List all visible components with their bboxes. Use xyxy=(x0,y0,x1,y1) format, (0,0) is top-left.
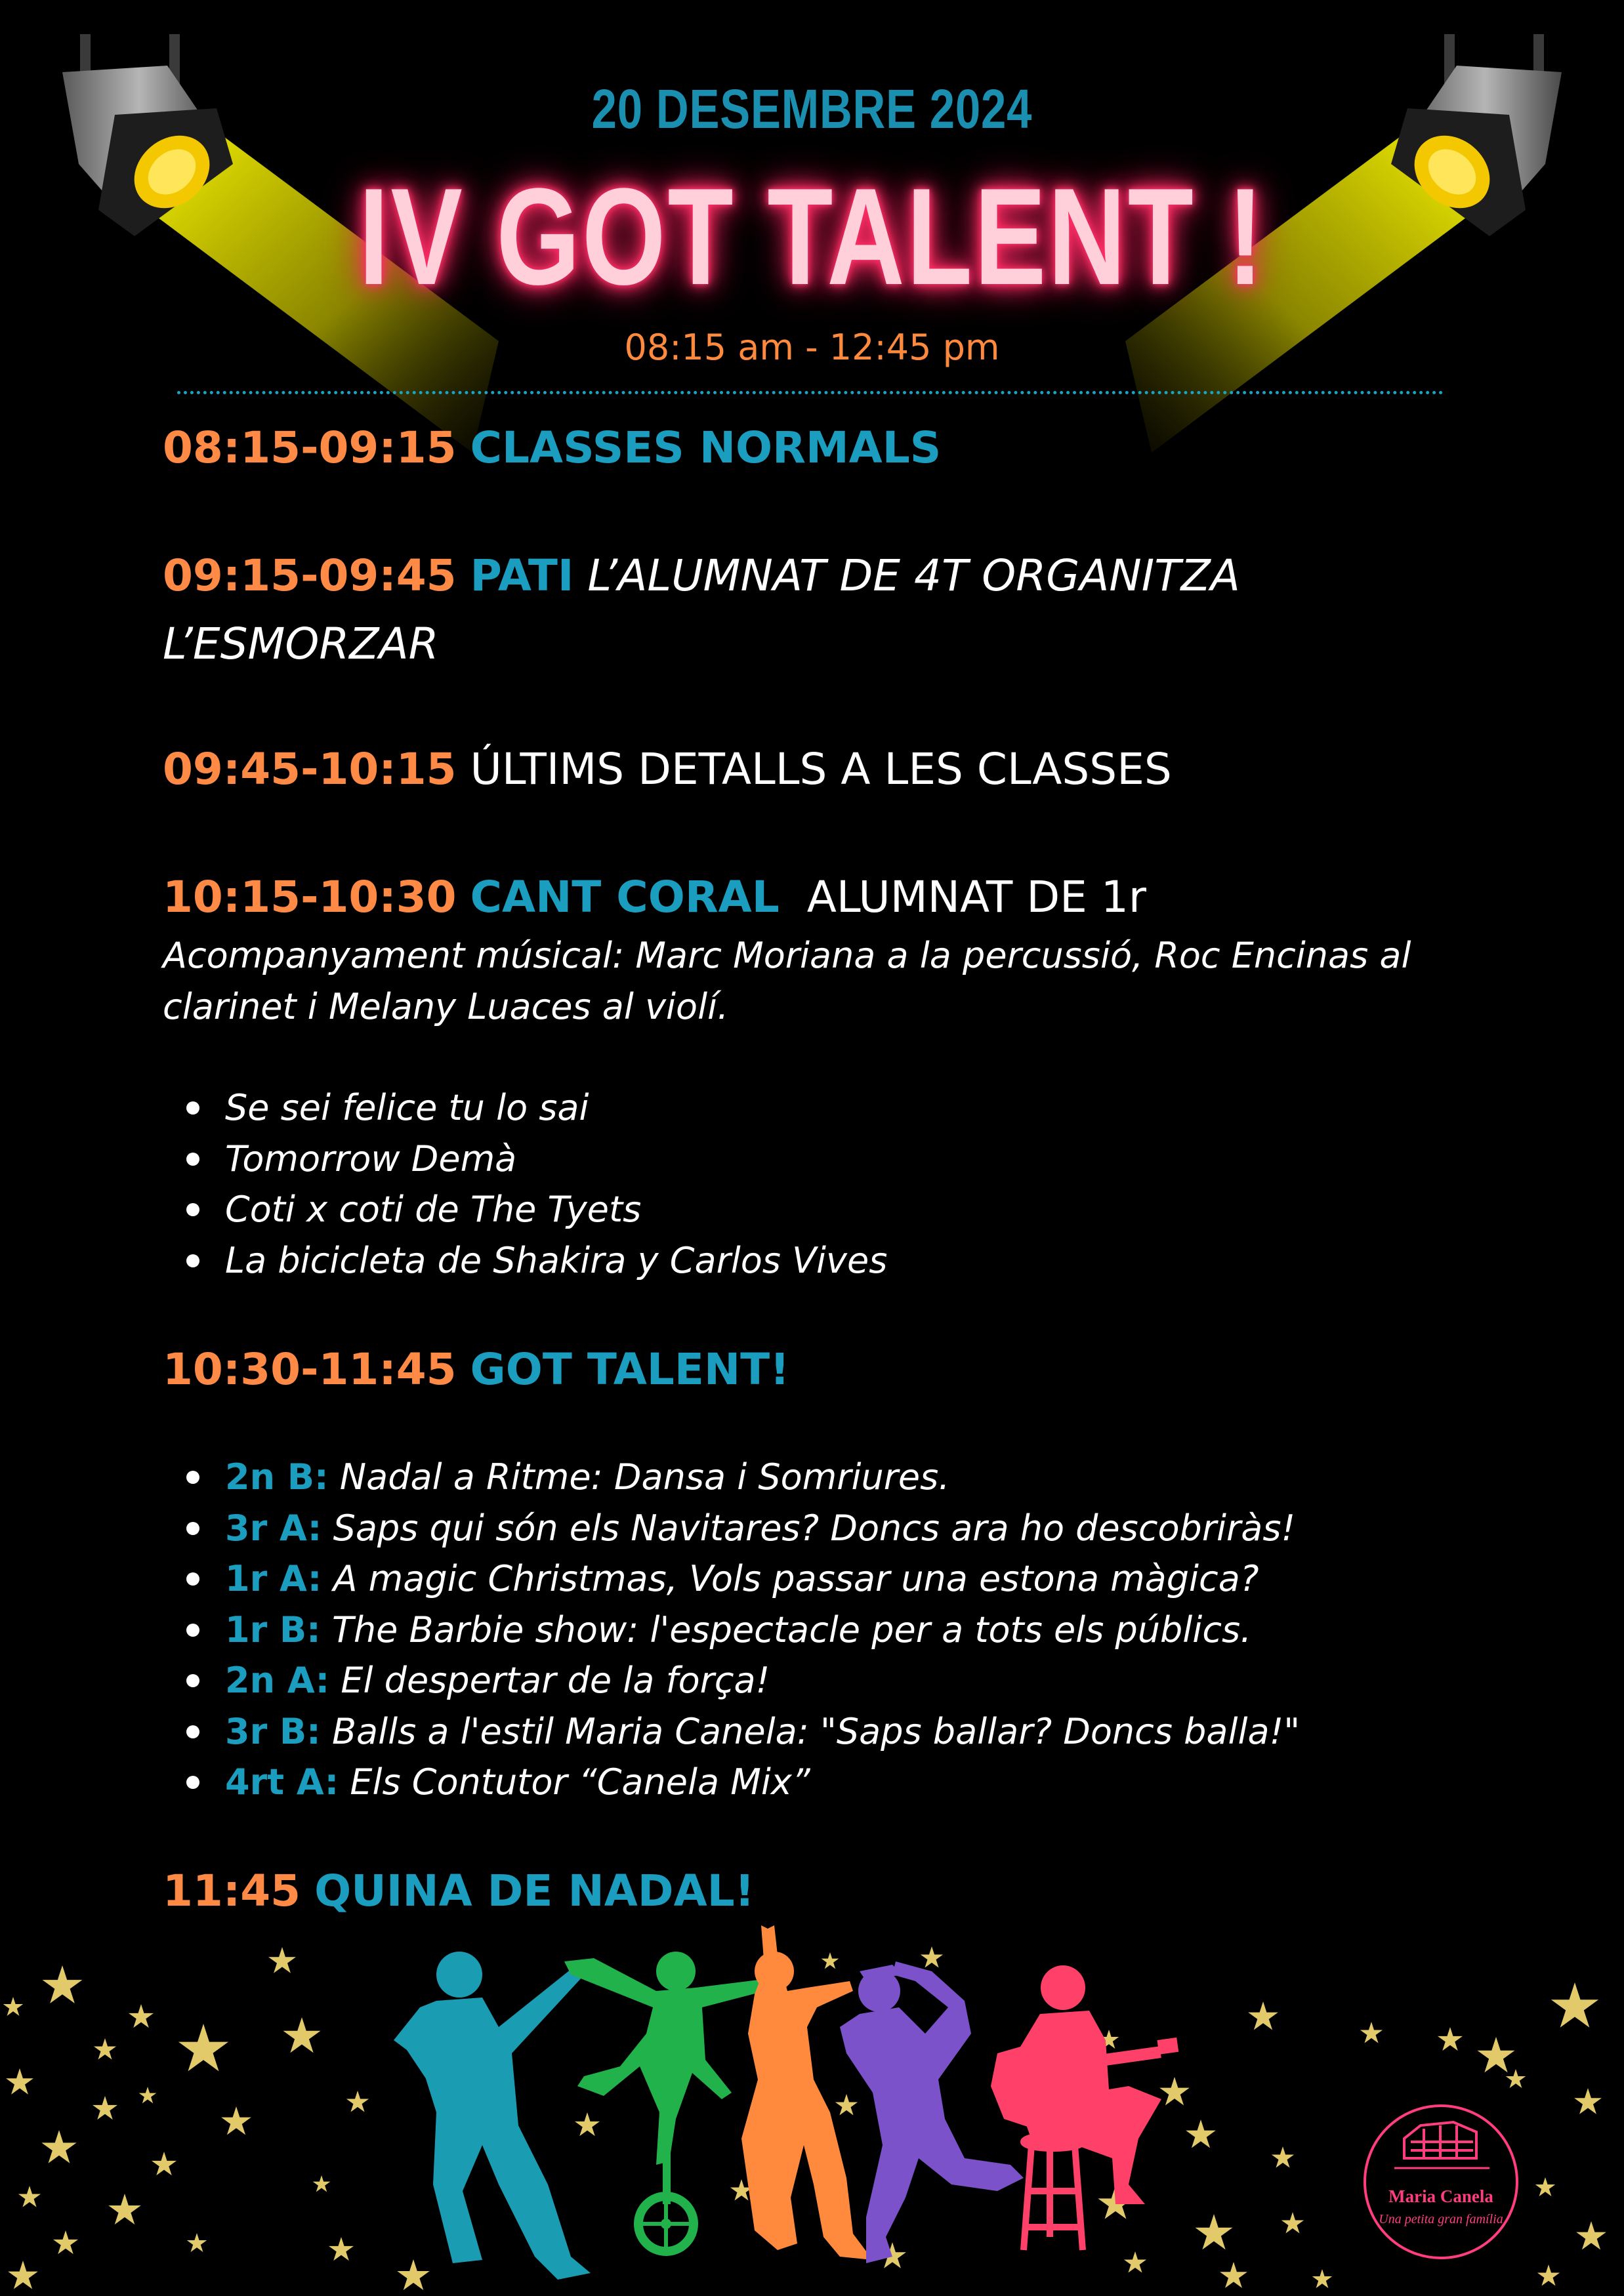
event-hours: 08:15 am - 12:45 pm xyxy=(624,327,1000,368)
star-icon xyxy=(879,2242,906,2268)
act-class: 2n B: xyxy=(225,1456,329,1498)
star-icon xyxy=(129,2004,154,2028)
star-icon xyxy=(221,2106,251,2135)
star-icon xyxy=(730,2179,753,2201)
schedule-item-details xyxy=(163,738,1508,801)
schedule-item-classes xyxy=(163,417,1508,480)
star-icon xyxy=(18,2186,41,2207)
list-item xyxy=(163,1134,1541,1185)
act-title: Els Contutor “Canela Mix” xyxy=(350,1761,810,1803)
schedule-activity: GOT TALENT! xyxy=(470,1344,790,1395)
star-icon xyxy=(139,2087,157,2103)
saxophone-silhouette-icon xyxy=(840,1961,1024,2263)
star-icon xyxy=(94,2038,116,2060)
list-item xyxy=(163,1706,1541,1757)
song-list xyxy=(163,1082,1541,1286)
star-icon xyxy=(93,2096,117,2120)
star-icon xyxy=(1195,2214,1232,2249)
list-item xyxy=(163,1082,1541,1134)
schedule-note: L’ALUMNAT DE 4T ORGANITZA xyxy=(587,550,1240,601)
list-item xyxy=(163,1235,1541,1286)
schedule-item-cant-coral xyxy=(163,866,1508,929)
act-title: Nadal a Ritme: Dansa i Somriures. xyxy=(339,1456,950,1498)
act-title: A magic Christmas, Vols passar una estona màgica? xyxy=(333,1558,1259,1599)
act-title: The Barbie show: l'espectacle per a tots els públics. xyxy=(331,1609,1252,1650)
star-icon xyxy=(397,2259,429,2290)
list-item xyxy=(163,1184,1541,1235)
act-class: 3r A: xyxy=(225,1507,322,1549)
act-title: Saps qui són els Navitares? Doncs ara ho descobriràs! xyxy=(333,1507,1296,1549)
star-icon xyxy=(108,2194,140,2224)
star-icon xyxy=(43,1965,83,2003)
star-icon xyxy=(1551,1982,1598,2028)
star-icon xyxy=(1099,2030,1119,2049)
schedule-activity: CANT CORAL xyxy=(470,872,780,922)
schedule-note: ÚLTIMS DETALLS A LES CLASSES xyxy=(470,744,1172,794)
schedule-note: L’ESMORZAR xyxy=(163,619,439,669)
star-icon xyxy=(1438,2027,1463,2051)
schedule-time: 09:15-09:45 xyxy=(163,550,457,601)
bullet-icon xyxy=(186,1674,199,1687)
star-icon xyxy=(1574,2088,1602,2114)
cant-coral-description-1: Acompanyament músical: Marc Moriana a la percussió, Roc Encinas al xyxy=(163,935,1411,976)
list-item xyxy=(163,1757,1541,1808)
star-icon xyxy=(1098,2186,1133,2219)
star-icon xyxy=(1477,2037,1514,2072)
star-icon xyxy=(822,1952,839,1969)
star-icon xyxy=(575,2112,600,2136)
schedule-activity: PATI xyxy=(470,550,574,601)
guitarist-silhouette-icon xyxy=(991,1965,1178,2250)
star-icon xyxy=(329,2237,354,2261)
star-icon xyxy=(835,2094,858,2116)
star-icon xyxy=(1186,2120,1216,2148)
act-list xyxy=(163,1452,1541,1808)
star-icon xyxy=(41,2130,76,2163)
bullet-icon xyxy=(186,1624,199,1637)
event-title: IV GOT TALENT ! xyxy=(358,159,1266,314)
star-icon xyxy=(152,2152,177,2175)
star-icon xyxy=(1058,2116,1075,2133)
star-icon xyxy=(313,2175,331,2192)
star-icon xyxy=(1220,2262,1247,2288)
schedule-item-pati xyxy=(163,544,1508,607)
act-class: 1r A: xyxy=(225,1558,322,1599)
star-icon xyxy=(6,2068,33,2095)
schedule-time: 10:30-11:45 xyxy=(163,1344,457,1395)
bullet-icon xyxy=(186,1101,199,1115)
schedule-item-got-talent xyxy=(163,1338,1508,1401)
song-title: Tomorrow Demà xyxy=(225,1138,517,1179)
school-logo-tagline: Una petita gran família xyxy=(1379,2212,1503,2226)
star-icon xyxy=(1506,2069,1526,2088)
act-class: 3r B: xyxy=(225,1710,321,1752)
song-title: Coti x coti de The Tyets xyxy=(225,1189,642,1230)
singer-silhouette-icon xyxy=(394,1952,591,2280)
bullet-icon xyxy=(186,1471,199,1484)
star-icon xyxy=(268,1947,296,1973)
star-icon xyxy=(8,2261,38,2289)
bullet-icon xyxy=(186,1522,199,1535)
act-class: 1r B: xyxy=(225,1609,321,1650)
star-icon xyxy=(178,2024,228,2071)
star-icon xyxy=(1159,2077,1190,2105)
song-title: La bicicleta de Shakira y Carlos Vives xyxy=(225,1239,888,1281)
act-class: 4rt A: xyxy=(225,1761,339,1803)
star-icon xyxy=(1576,2221,1606,2249)
list-item xyxy=(163,1553,1541,1605)
school-logo xyxy=(1364,2104,1518,2259)
star-icon xyxy=(283,2017,320,2053)
bullet-icon xyxy=(186,1153,199,1166)
schedule-activity: CLASSES NORMALS xyxy=(470,422,942,473)
star-icon xyxy=(187,2233,207,2252)
bullet-icon xyxy=(186,1572,199,1586)
star-icon xyxy=(53,2230,78,2254)
star-icon xyxy=(1535,2177,1555,2196)
schedule-time: 09:45-10:15 xyxy=(163,744,457,794)
list-item xyxy=(163,1503,1541,1554)
schedule-item-quina xyxy=(163,1860,1508,1923)
schedule-item-pati-line2 xyxy=(163,613,1508,676)
act-title: El despertar de la força! xyxy=(341,1660,770,1701)
star-icon xyxy=(1537,2265,1560,2286)
act-title: Balls a l'estil Maria Canela: "Saps ballar? Doncs balla!" xyxy=(331,1710,1301,1752)
star-icon xyxy=(1281,2212,1304,2234)
list-item xyxy=(163,1452,1541,1503)
schedule-time: 10:15-10:30 xyxy=(163,872,457,922)
act-class: 2n A: xyxy=(225,1660,330,1701)
star-icon xyxy=(1312,2269,1332,2288)
schedule-note: ALUMNAT DE 1r xyxy=(806,872,1146,922)
bullet-icon xyxy=(186,1725,199,1738)
event-date: 20 DESEMBRE 2024 xyxy=(591,78,1033,140)
schedule-time: 11:45 xyxy=(163,1866,301,1916)
bullet-icon xyxy=(186,1776,199,1789)
star-icon xyxy=(1124,2251,1146,2273)
star-icon xyxy=(921,1946,943,1968)
cant-coral-description-2: clarinet i Melany Luaces al violí. xyxy=(163,986,729,1027)
bullet-icon xyxy=(186,1254,199,1267)
dancer-silhouette-icon xyxy=(741,1925,873,2260)
star-icon xyxy=(3,1997,23,2016)
star-icon xyxy=(346,2091,369,2112)
song-title: Se sei felice tu lo sai xyxy=(225,1087,589,1128)
star-icon xyxy=(1360,2022,1383,2043)
bullet-icon xyxy=(186,1203,199,1216)
star-icon xyxy=(1272,2146,1294,2168)
list-item xyxy=(163,1605,1541,1656)
school-logo-name: Maria Canela xyxy=(1388,2186,1493,2206)
star-icon xyxy=(1248,2001,1278,2030)
unicycle-silhouette-icon xyxy=(564,1952,778,2251)
schedule-activity: QUINA DE NADAL! xyxy=(314,1866,755,1916)
divider xyxy=(177,391,1444,394)
schedule-time: 08:15-09:15 xyxy=(163,422,457,473)
list-item xyxy=(163,1655,1541,1706)
